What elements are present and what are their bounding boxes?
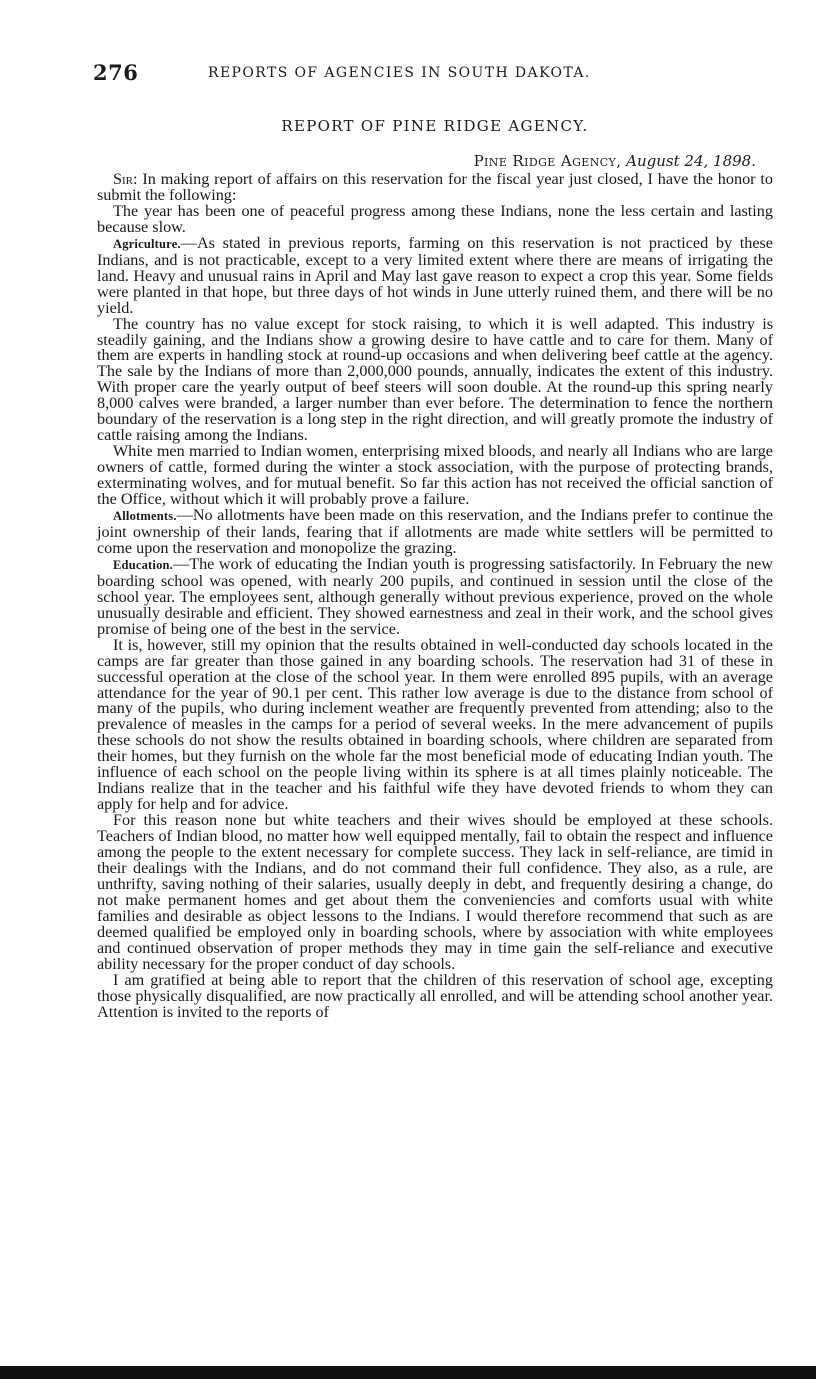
- page-number: 276: [93, 60, 139, 85]
- paragraph-agriculture: [97, 233, 773, 317]
- report-title: REPORT OF PINE RIDGE AGENCY.: [281, 117, 589, 135]
- dateline: [474, 152, 756, 170]
- section-heading-agriculture: Agriculture.: [113, 236, 181, 251]
- running-title: REPORTS OF AGENCIES IN SOUTH DAKOTA.: [208, 65, 591, 81]
- paragraph-text: In making report of affairs on this reservation for the fiscal year just closed, I have the honor to submit the following:: [97, 170, 774, 204]
- section-heading-education: Education.: [113, 557, 174, 572]
- paragraph-text: White men married to Indian women, enterprising mixed bloods, and nearly all Indians who are large owners of cattle, formed during the winter a stock association, with the purpose of protecting brands, exterminating wolves, and for mutual benefit. So far this action has not received the official sanction of the Office, without which it will probably prove a failure.: [97, 442, 773, 509]
- paragraph-text: The country has no value except for stock raising, to which it is well adapted. This industry is steadily gaining, and the Indians show a growing desire to have cattle and to care for them. Many of them are experts in handling stock at round-up occasions and when delivering beef cattle at the agency. The sale by the Indians of more than 2,000,000 pounds, annually, indicates the extent of this industry. With proper care the yearly output of beef steers will soon double. At the round-up this spring nearly 8,000 calves were branded, a larger number than ever before. The determination to fence the northern boundary of the reservation is a long step in the right direction, and will greatly promote the industry of cattle raising among the Indians.: [97, 314, 773, 445]
- paragraph-intro: [97, 172, 773, 204]
- section-heading-allotments: Allotments.: [113, 509, 177, 524]
- dateline-place: Pine Ridge Agency,: [473, 152, 622, 170]
- paragraph-stock-association: [97, 444, 773, 508]
- paragraph-text: —The work of educating the Indian youth is progressing satisfactorily. In February the new boarding school was opened, with nearly 200 pupils, and continued in session until the close of the school year. The employees sent, although generally without previous experience, proved on the whole unusually desirable and efficient. They showed earnestness and zeal in their work, and the school gives promise of being one of the best in the service.: [97, 554, 773, 638]
- paragraph-text: —No allotments have been made on this reservation, and the Indians prefer to continue the joint ownership of their lands, fearing that if allotments are made white settlers will be permitted to come upon the reservation and monopolize the grazing.: [97, 506, 773, 557]
- paragraph-allotments: [97, 508, 773, 557]
- paragraph-text: I am gratified at being able to report that the children of this reservation of school age, excepting those physically disqualified, are now practically all enrolled, and will be attending school another year. Attention is invited to the reports of: [97, 970, 773, 1021]
- paragraph-text: —As stated in previous reports, farming on this reservation is not practiced by these Indians, and is not practicable, except to a very limited extent where there are means of irrigating the land. Heavy and unusual rains in April and May last gave reason to expect a crop this year. Some fields were planted in that hope, but three days of hot winds in June utterly ruined them, and there will be no yield.: [97, 233, 773, 317]
- paragraph-stock-raising: [97, 314, 773, 445]
- paragraph-day-schools: [97, 635, 773, 814]
- paragraph-text: It is, however, still my opinion that the results obtained in well-conducted day schools located in the camps are far greater than those gained in any boarding schools. The reservation had 31 of these in successful operation at the close of the school year. In them were enrolled 895 pupils, with an average attendance for the year of 90.1 per cent. This rather low average is due to the distance from school of many of the pupils, who during inclement weather are frequently prevented from attending; also to the prevalence of measles in the camps for a period of several weeks. In the mere advancement of pupils these schools do not show the results obtained in boarding schools, where children are separated from their homes, but they furnish on the whole far the most beneficial mode of educating Indian youth. The influence of each school on the people living within its sphere is at all times plainly noticeable. The Indians realize that in the teacher and his faithful wife they have devoted friends to whom they can apply for help and for advice.: [97, 635, 773, 814]
- paragraph-education: [97, 554, 773, 638]
- scan-bottom-edge: [0, 1366, 816, 1379]
- paragraph-text: The year has been one of peaceful progress among these Indians, none the less certain and lasting because slow.: [97, 201, 773, 236]
- salutation: Sir:: [113, 170, 138, 188]
- paragraph-teachers: [97, 813, 773, 973]
- paragraph-progress: [97, 201, 773, 236]
- paragraph-text: For this reason none but white teachers and their wives should be employed at these schools. Teachers of Indian blood, no matter how well equipped mentally, fail to obtain the respect and influence among the people to the extent necessary for complete success. They lack in self-reliance, are timid in their dealings with the Indians, and do not command their full confidence. They also, as a rule, are unthrifty, saving nothing of their salaries, usually deeply in debt, and frequently desiring a change, do not make permanent homes and get about them the conveniencies and comforts usual with white families and desirable as object lessons to the Indians. I would therefore recommend that such as are deemed qualified be employed only in boarding schools, where by association with white employees and continued observation of proper methods they may in time gain the self-reliance and executive ability necessary for the proper conduct of day schools.: [97, 811, 773, 973]
- report-body: [97, 172, 773, 1021]
- running-header: [93, 60, 773, 88]
- paragraph-enrollment: [97, 970, 773, 1021]
- dateline-date: August 24, 1898.: [626, 152, 756, 170]
